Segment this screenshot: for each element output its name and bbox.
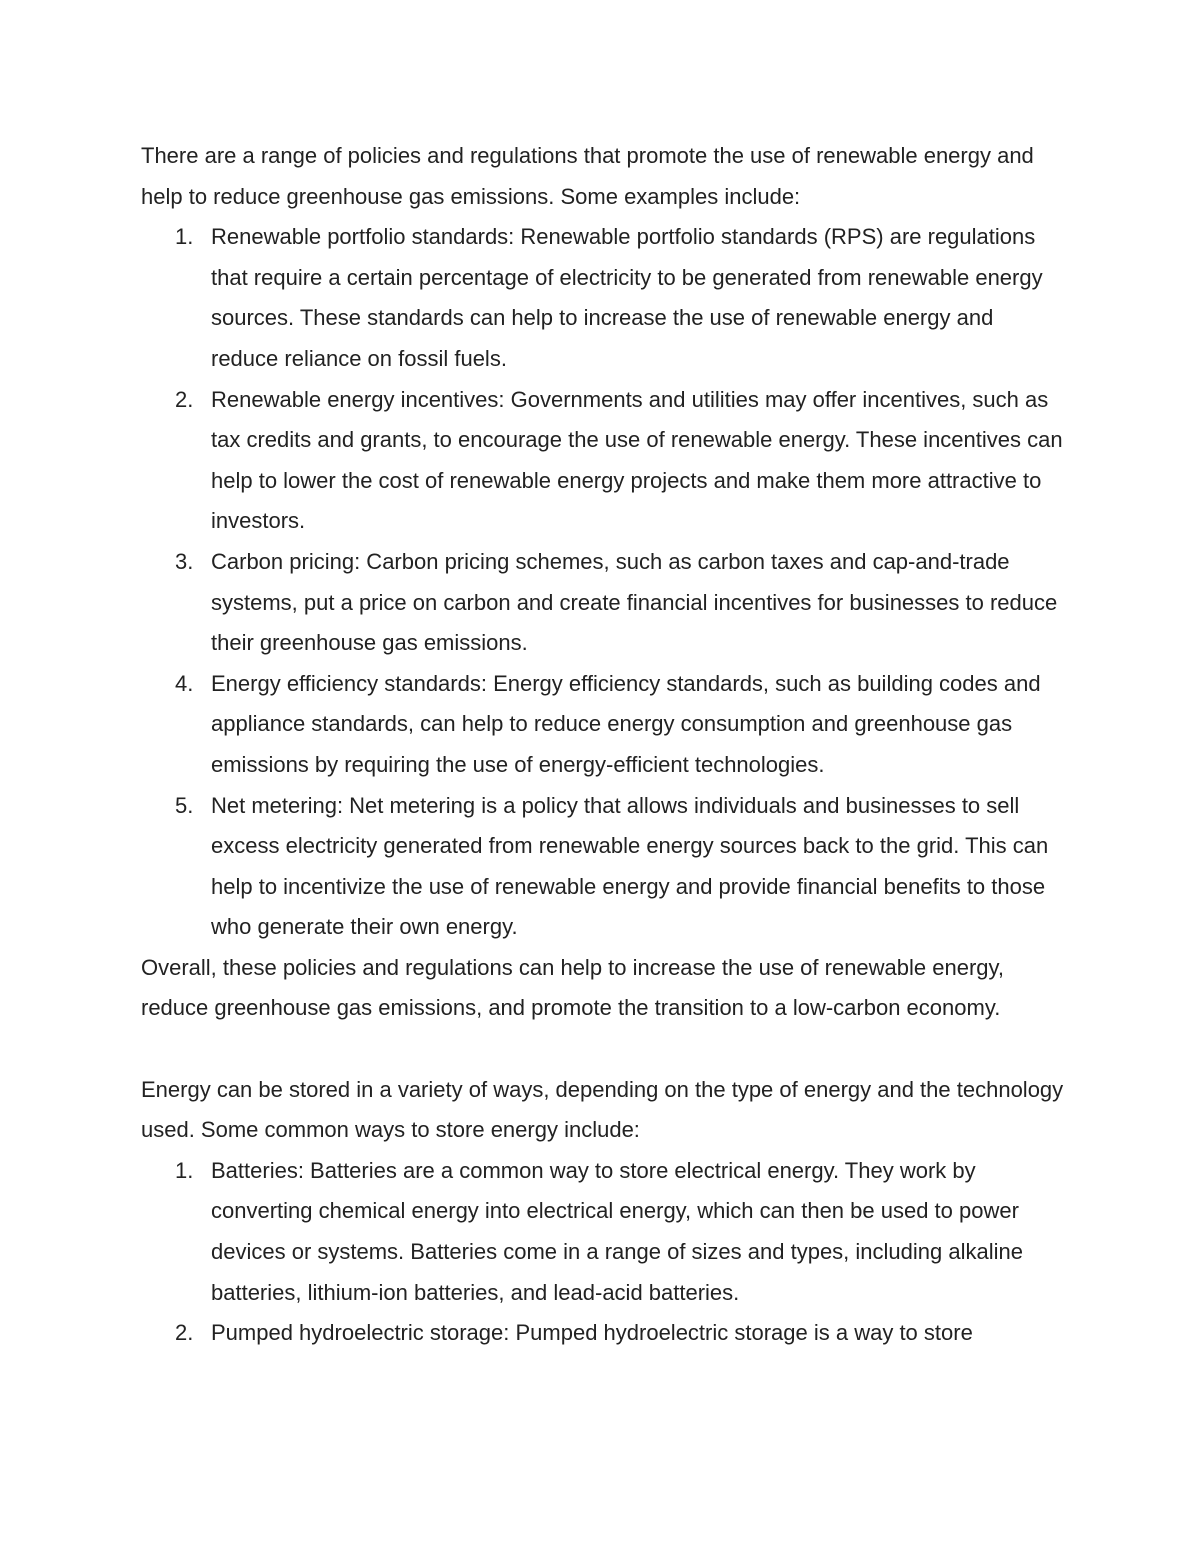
list-item-text: Batteries: Batteries are a common way to store electrical energy. They work by converting chemical energy into electrical energy, which can then be used to power devices or systems. Batteries come in a range of sizes and types, including alkaline batteries, lithium-ion batteries, and lead-acid batteries.	[211, 1157, 1023, 1305]
list-item-number: 4.	[175, 670, 194, 696]
policies-conclusion: Overall, these policies and regulations can help to increase the use of renewable energy, reduce greenhouse gas emissions, and promote the transition to a low-carbon economy.	[141, 954, 1005, 1021]
list-item	[141, 664, 1066, 786]
list-item-text: Pumped hydroelectric storage: Pumped hydroelectric storage is a way to store	[211, 1320, 973, 1346]
list-item-number: 5.	[175, 792, 194, 818]
list-item	[141, 1313, 1066, 1354]
paragraph-spacer	[141, 1029, 1066, 1070]
policies-list	[141, 217, 1066, 948]
list-item-number: 2.	[175, 386, 194, 412]
document-page	[141, 136, 1066, 1354]
list-item-text: Carbon pricing: Carbon pricing schemes, such as carbon taxes and cap-and-trade systems, put a price on carbon and create financial incentives for businesses to reduce their greenhouse gas emissions.	[211, 548, 1058, 656]
list-item	[141, 786, 1066, 948]
storage-list	[141, 1151, 1066, 1354]
list-item-number: 2.	[175, 1320, 194, 1346]
list-item-number: 1.	[175, 224, 194, 250]
list-item-text: Renewable portfolio standards: Renewable portfolio standards (RPS) are regulations that require a certain percentage of electricity to be generated from renewable energy sources. These standards can help to increase the use of renewable energy and reduce reliance on fossil fuels.	[211, 224, 1043, 371]
policies-intro: There are a range of policies and regulations that promote the use of renewable energy and help to reduce greenhouse gas emissions. Some examples include:	[141, 143, 1034, 209]
list-item	[141, 217, 1066, 379]
list-item-number: 3.	[175, 548, 194, 574]
list-item-text: Energy efficiency standards: Energy efficiency standards, such as building codes and appliance standards, can help to reduce energy consumption and greenhouse gas emissions by requiring the use of energy-efficient technologies.	[211, 670, 1041, 777]
list-item-text: Net metering: Net metering is a policy that allows individuals and businesses to sell excess electricity generated from renewable energy sources back to the grid. This can help to incentivize the use of renewable energy and provide financial benefits to those who generate their own energy.	[211, 792, 1049, 940]
list-item	[141, 1151, 1066, 1313]
storage-intro: Energy can be stored in a variety of ways, depending on the type of energy and the technology used. Some common ways to store energy include:	[141, 1076, 1064, 1143]
list-item-number: 1.	[175, 1157, 194, 1183]
list-item	[141, 542, 1066, 664]
list-item	[141, 380, 1066, 542]
list-item-text: Renewable energy incentives: Governments and utilities may offer incentives, such as tax credits and grants, to encourage the use of renewable energy. These incentives can help to lower the cost of renewable energy projects and make them more attractive to investors.	[211, 386, 1063, 534]
